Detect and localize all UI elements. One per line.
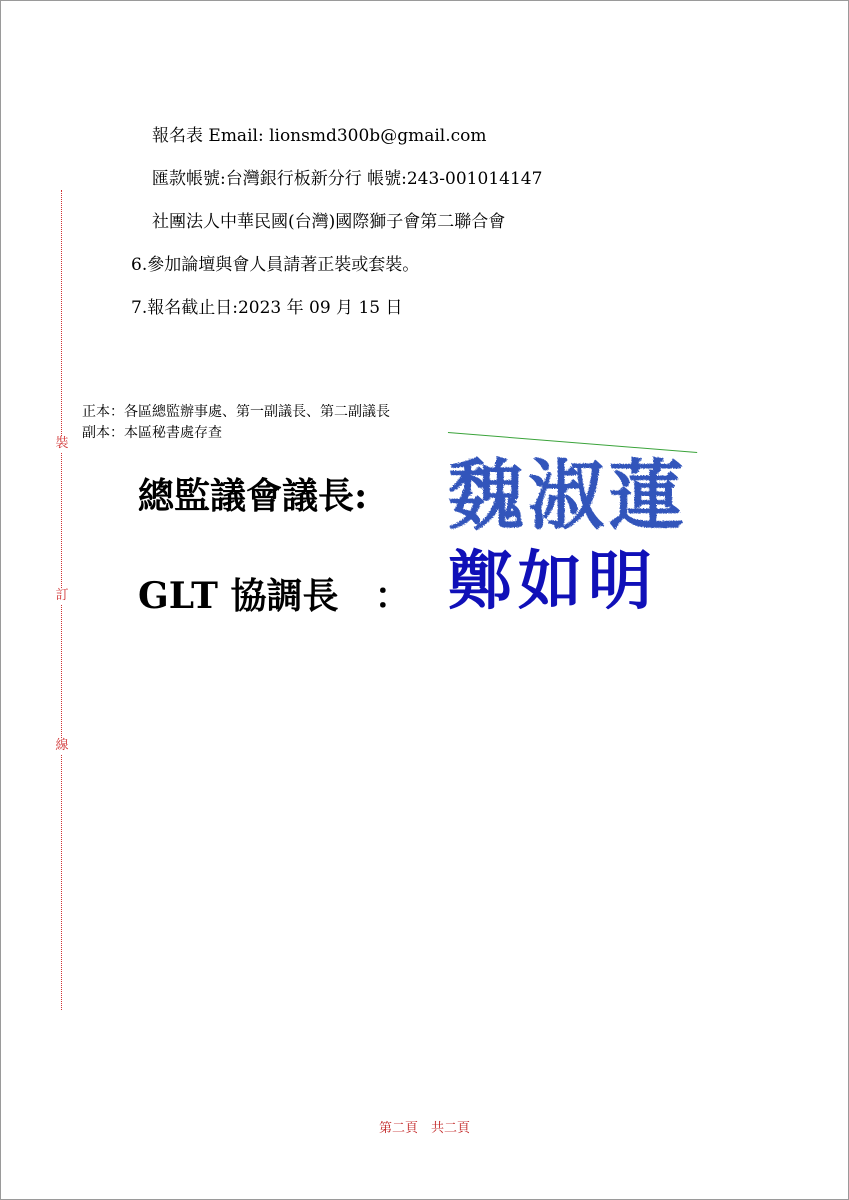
binding-mark-zhuang: 裝: [55, 436, 69, 451]
chair-title: 總監議會議長:: [138, 475, 368, 517]
dress-code-item: 6.參加論壇與會人員請著正裝或套裝。: [131, 255, 420, 275]
glt-signature-name: 鄭如明: [448, 544, 658, 619]
duplicate-copy-recipients: 副本：本區秘書處存查: [82, 425, 222, 441]
chair-seal-stamp: [440, 440, 700, 540]
glt-title: GLT 協調長 ：: [138, 575, 411, 617]
chair-seal-text: 魏淑蓮: [448, 451, 688, 540]
registration-email-line: 報名表 Email: lionsmd300b@gmail.com: [152, 126, 487, 146]
original-copy-recipients: 正本：各區總監辦事處、第一副議長、第二副議長: [82, 404, 390, 420]
binding-mark-ding: 訂: [55, 588, 69, 603]
remittance-account-line: 匯款帳號:台灣銀行板新分行 帳號:243-001014147: [152, 169, 543, 189]
binding-mark-xian: 線: [55, 738, 69, 753]
deadline-item: 7.報名截止日:2023 年 09 月 15 日: [131, 298, 403, 318]
page-footer: 第二頁 共二頁: [378, 1121, 470, 1136]
organization-line: 社團法人中華民國(台灣)國際獅子會第二聯合會: [152, 212, 506, 232]
